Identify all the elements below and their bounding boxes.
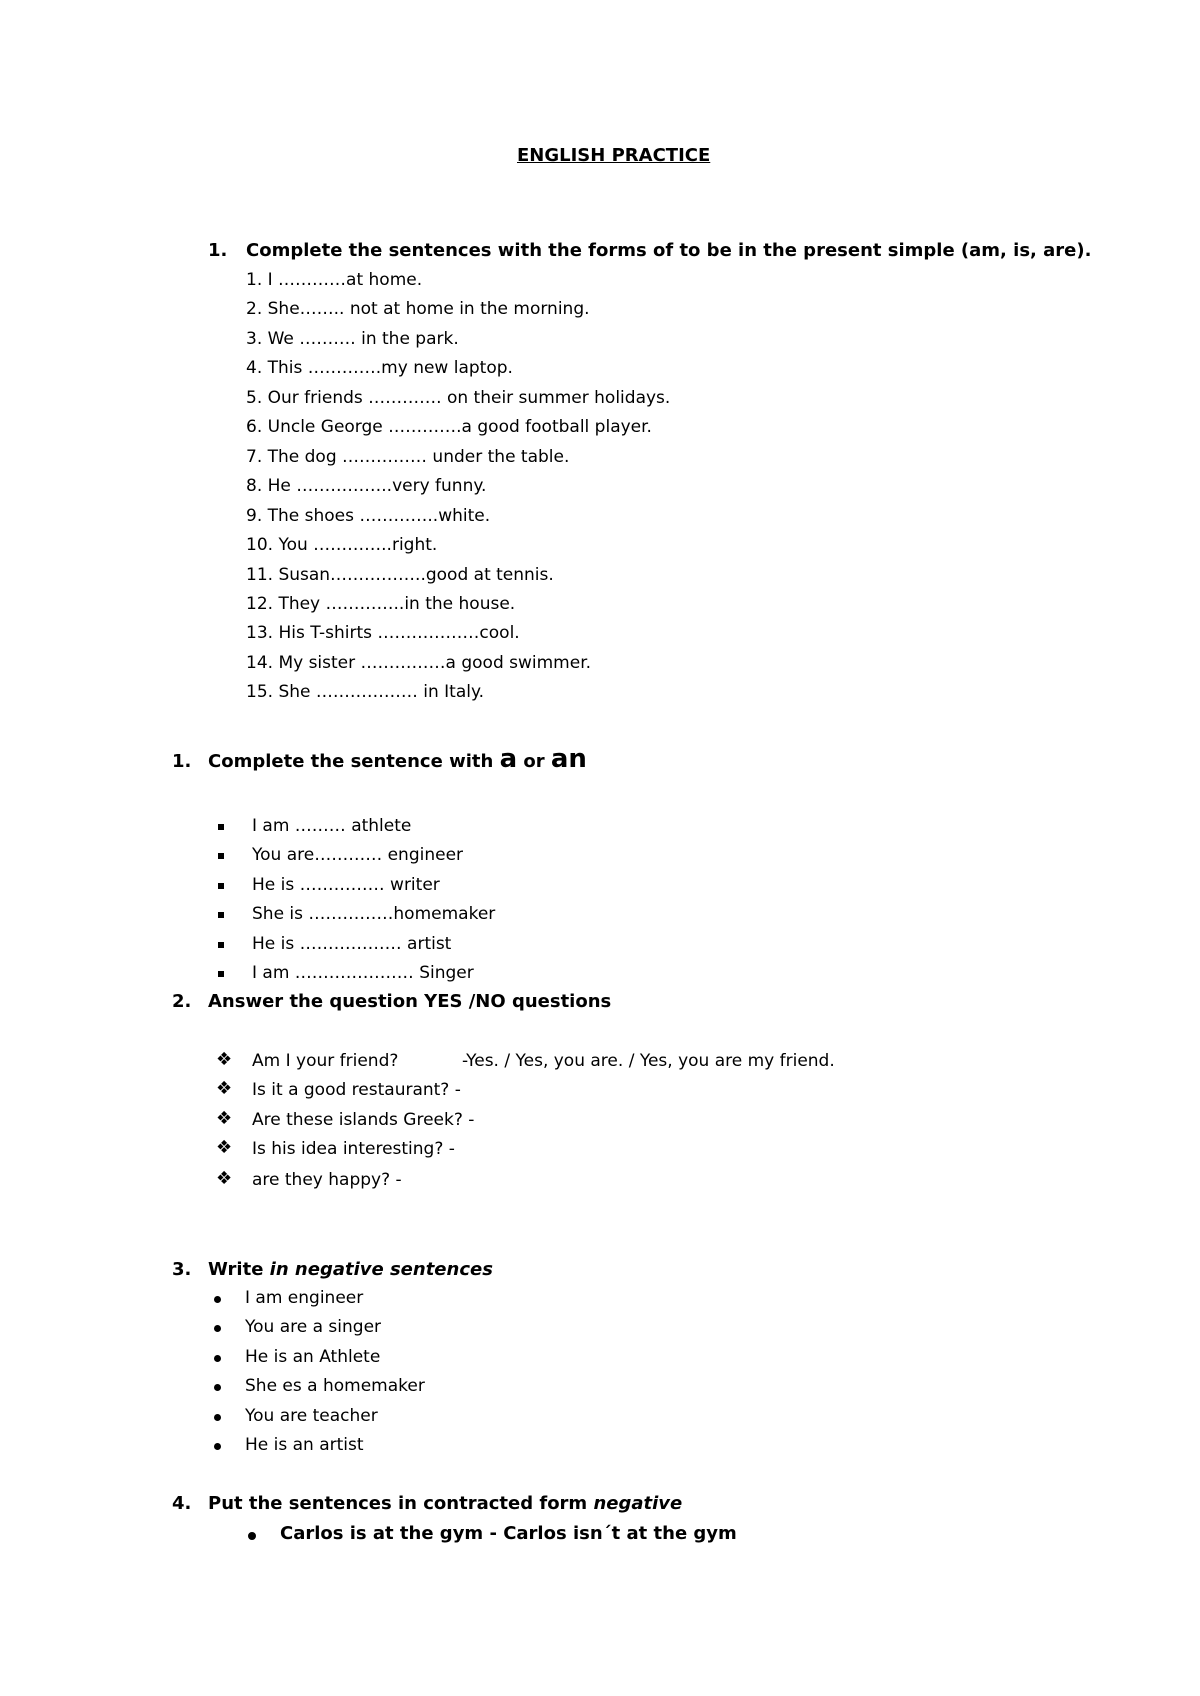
bullet-icon	[214, 1296, 221, 1303]
answer-text: -Yes. / Yes, you are. / Yes, you are my friend.	[462, 1051, 835, 1071]
list-item: You are………… engineer	[252, 845, 464, 865]
bullet-icon	[214, 1325, 221, 1332]
section4-number: 3.	[172, 1259, 192, 1280]
diamond-bullet-icon: ❖	[216, 1108, 233, 1129]
section2-number: 1.	[172, 751, 192, 772]
bullet-icon	[214, 1443, 221, 1450]
list-item: 4. This ………….my new laptop.	[246, 358, 513, 378]
list-item: I am ……… athlete	[252, 816, 412, 836]
question-text: Is his idea interesting? -	[252, 1139, 455, 1159]
section5-number: 4.	[172, 1493, 192, 1514]
diamond-bullet-icon: ❖	[216, 1049, 233, 1070]
diamond-bullet-icon: ❖	[216, 1078, 233, 1099]
question-text: Am I your friend?	[252, 1051, 399, 1071]
bullet-icon	[214, 1384, 221, 1391]
list-item: You are a singer	[245, 1317, 382, 1337]
page-title: ENGLISH PRACTICE	[517, 145, 711, 166]
section2-heading-text: Complete the sentence with	[208, 751, 500, 772]
list-item: He is ……………… artist	[252, 934, 452, 954]
list-item: She is ……………homemaker	[252, 904, 496, 924]
list-item: 9. The shoes …………..white.	[246, 506, 491, 526]
list-item: I am ………………… Singer	[252, 963, 474, 983]
list-item: 8. He ……………..very funny.	[246, 476, 487, 496]
list-item: You are teacher	[245, 1406, 378, 1426]
list-item: 12. They …………..in the house.	[246, 594, 516, 614]
square-bullet-icon	[218, 912, 224, 918]
bullet-icon	[214, 1414, 221, 1421]
section2-heading-a: a	[499, 744, 518, 774]
square-bullet-icon	[218, 971, 224, 977]
diamond-bullet-icon: ❖	[216, 1137, 233, 1158]
square-bullet-icon	[218, 883, 224, 889]
list-item: He is an Athlete	[245, 1347, 381, 1367]
list-item: He is an artist	[245, 1435, 364, 1455]
section5-heading-italic: negative	[593, 1493, 683, 1514]
bullet-icon	[214, 1355, 221, 1362]
section3-heading: Answer the question YES /NO questions	[208, 991, 612, 1012]
list-item: 14. My sister ……………a good swimmer.	[246, 653, 592, 673]
section4-heading-text: Write	[208, 1259, 270, 1280]
list-item: I am engineer	[245, 1288, 364, 1308]
list-item: 11. Susan……………..good at tennis.	[246, 565, 554, 585]
square-bullet-icon	[218, 853, 224, 859]
section3-number: 2.	[172, 991, 192, 1012]
section1-heading: Complete the sentences with the forms of to be in the present simple (am, is, are).	[246, 240, 1092, 261]
list-item: Carlos is at the gym - Carlos isn´t at the gym	[280, 1523, 737, 1544]
question-text: are they happy? -	[252, 1170, 402, 1190]
section4-heading	[208, 1259, 493, 1280]
list-item: He is …………… writer	[252, 875, 440, 895]
list-item: 6. Uncle George ………….a good football player.	[246, 417, 652, 437]
section5-heading	[208, 1493, 682, 1514]
section4-heading-italic: in negative sentences	[269, 1259, 493, 1280]
bullet-icon	[248, 1532, 256, 1540]
list-item: 2. She…….. not at home in the morning.	[246, 299, 590, 319]
section1-number: 1.	[208, 240, 228, 261]
list-item: She es a homemaker	[245, 1376, 425, 1396]
section2-heading-an: an	[550, 744, 587, 774]
section5-heading-text: Put the sentences in contracted form	[208, 1493, 594, 1514]
list-item: 1. I …………at home.	[246, 270, 423, 290]
list-item: 13. His T-shirts ………………cool.	[246, 623, 520, 643]
list-item: 3. We ………. in the park.	[246, 329, 459, 349]
section2-heading	[208, 744, 587, 774]
list-item: 5. Our friends …………. on their summer holidays.	[246, 388, 671, 408]
list-item: 10. You …………..right.	[246, 535, 438, 555]
diamond-bullet-icon: ❖	[216, 1168, 233, 1189]
list-item: 15. She ……………… in Italy.	[246, 682, 485, 702]
square-bullet-icon	[218, 942, 224, 948]
question-text: Are these islands Greek? -	[252, 1110, 475, 1130]
section2-heading-or: or	[517, 751, 551, 772]
square-bullet-icon	[218, 824, 224, 830]
question-text: Is it a good restaurant? -	[252, 1080, 461, 1100]
list-item: 7. The dog …………… under the table.	[246, 447, 570, 467]
